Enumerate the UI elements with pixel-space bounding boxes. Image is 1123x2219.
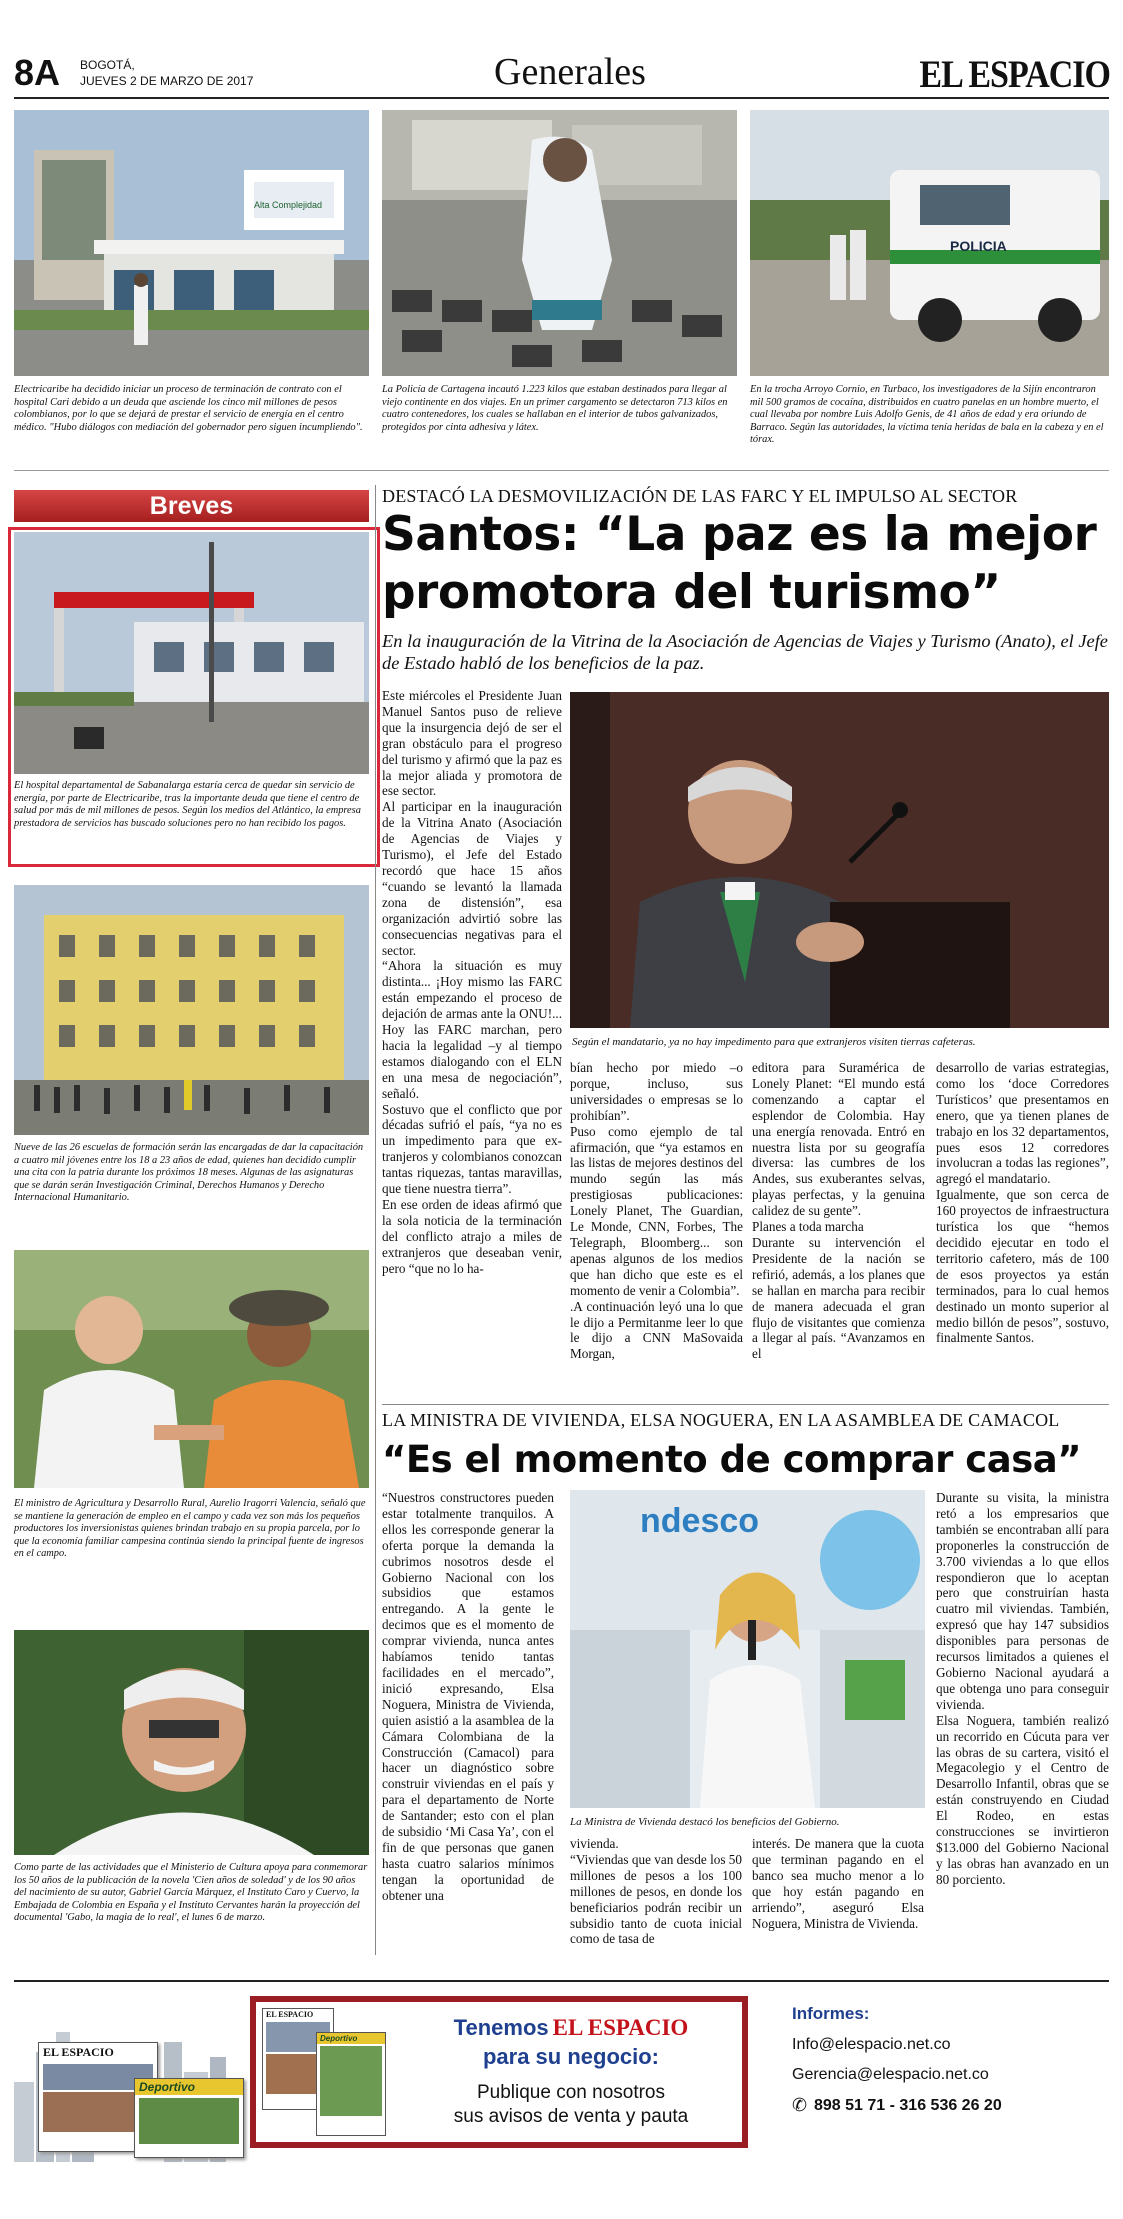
drug-seizure-photo: [382, 110, 737, 376]
top-caption-1: Electricaribe ha decidido iniciar un proceso de terminación de contrato con el hospital Cari debido a un deuda que asciende los cinco mil millones de pesos colombianos, por lo que se dejará de prestar el servicio de energía en el centro médico. "Hubo diálogos con mediación del gobernador pero siguen incumpliendo".: [14, 384, 363, 433]
article1-text-1: Este miércoles el Presidente Juan Manuel Santos puso de relieve que la insurgencia dejó de ser el gran obstáculo para el progreso del turismo y afirmó que la paz es la mejor aliada y promotora de ese sector. Al participar en la inauguración de la Vitrina Anato (Asociación de Agencias de Viajes y Turismo), el Jefe del Estado recordó que hace 15 años “cuando se levantó la llamada zona de distensión”, esa organización advirtió sobre las consecuencias negativas para el sector. “Ahora la situación es muy distinta... ¡Hoy mismo las FARC están empezando el proceso de dejación de armas ante la ONU!... Hoy las FARC marchan, pero hacia la legalidad –y al tiempo estamos dialogando con el ELN en una mesa de negociación”, señaló. Sostuvo que el conflicto que por décadas sufrió el país, “ya no es un impedimento para que ex-tranjeros y colombianos conozcan tantas riquezas, tantas maravillas, que tiene nuestra tierra”. En ese orden de ideas afirmó que la sola noticia de la terminación del conflicto atrajo a miles de extranjeros que deseaban venir, pero “que no lo ha-: [382, 688, 562, 1276]
ad-cover-deportivo: Deportivo: [317, 2033, 385, 2044]
noguera-photo-caption: La Ministra de Vivienda destacó los beneficios del Gobierno.: [570, 1816, 840, 1828]
article1-column-1: [382, 688, 562, 1394]
ad-email-1[interactable]: Info@elespacio.net.co: [792, 2036, 951, 2053]
article1-headline-line2: promotora del turismo”: [382, 565, 1001, 620]
article1-text-2: bían hecho por miedo –o porque, incluso, sus universidades o empresas se lo prohibían”. Puso como ejemplo de tal afirmación, que “ya estamos en las listas de mejores destinos del mundo según las más prestigiosas publicaciones: Lonely Planet, The Guardian, Le Monde, CNN, Forbes, The Telegraph, Bloomberg... son apenas algunos de los medios que han dicho que este es el momento de venir a Colombia”. .A continuación leyó una lo que le dijo a Permitanme leer lo que le dijo a CNN MaSovaida Morgan,: [570, 1060, 743, 1362]
ad-cover-logo: EL ESPACIO: [266, 2010, 314, 2019]
ad-tagline-4: sus avisos de venta y pauta: [453, 2106, 689, 2127]
article1-text-4: desarrollo de varias estrategias, como los ‘doce Corredores Turísticos’ que presentamos en enero, que ya tienen planes de trabajo en los 32 departamentos, pues esos 12 corredores involucran a todas las regiones”, agregó el mandatario. Igualmente, que son cerca de 160 proyectos de infraestructura turística los que “hemos decidido ejecutar en todo el territorio cafetero, más de 100 de esos proyectos ya están terminados, para lo cual hemos destinado un monto superior al medio billón de pesos”, sostuvo, finalmente Santos.: [936, 1060, 1109, 1346]
camacol-banner-text: ndesco: [640, 1502, 760, 1540]
breves-caption-4: Como parte de las actividades que el Ministerio de Cultura apoya para conmemorar los 50 años de la publicación de la novela 'Cien años de soledad' y de los 90 años del nacimiento de su autor, Gabriel García Márquez, el Instituto Caro y Cuervo, la Embajada de Colombia en España y el Instituto Cervantes harán la proyección del documental 'Gabo, la magia de lo real', el lunes 6 de marzo.: [14, 1862, 368, 1924]
article2-column-3: [752, 1836, 924, 1960]
hospital-sign: Alta Complejidad: [254, 200, 323, 210]
training-school-photo: [14, 885, 369, 1135]
breves-title: Breves: [149, 492, 234, 520]
mini-cover-deportivo-1: Deportivo: [135, 2079, 243, 2095]
ad-tagline-2: para su negocio:: [482, 2044, 660, 2069]
ad-tagline-1: [396, 2014, 746, 2045]
article1-headline-line1: Santos: “La paz es la mejor: [382, 507, 1097, 562]
santos-photo: [570, 692, 1109, 1028]
article1-column-4: [936, 1060, 1109, 1394]
article2-column-4: [936, 1490, 1109, 1960]
article2-kicker: LA MINISTRA DE VIVIENDA, ELSA NOGUERA, EN LA ASAMBLEA DE CAMACOL: [382, 1410, 1060, 1430]
ad-tenemos: Tenemos: [453, 2015, 549, 2040]
police-truck-photo: [750, 110, 1109, 376]
ad-brand: EL ESPACIO: [552, 2015, 689, 2040]
sidebar-divider: [375, 485, 376, 1955]
article2-text-1: “Nuestros constructores pueden estar totalmente tranquilos. A ellos les corresponde generar la oferta porque la demanda la cubrimos nosotros desde el Gobierno Nacional con los subsidios que estamos entregando. A la gente le decimos que es el momento de comprar vivienda, nunca antes habíamos tenido tantas facilidades en el mercado”, inició expresando, Elsa Noguera, Ministra de Vivienda, quien asistió a la asamblea de la Cámara Colombiana de la Construcción (Camacol) para hacer un diagnóstico sobre construir viviendas en el país y para el departamento de Norte de Santander; esto con el plan de subsidio ‘Mi Casa Ya’, con el fin de que personas que ganen hasta cuatro salarios mínimos tengan la oportunidad de obtener una: [382, 1490, 554, 1903]
article1-deck: En la inauguración de la Vitrina de la Asociación de Agencias de Viajes y Turismo (Anato), el Jefe de Estado habló de los beneficios de la paz.: [382, 631, 1108, 673]
breves-caption-1: El hospital departamental de Sabanalarga estaría cerca de quedar sin servicio de energía, por parte de Electricaribe, tras la importante deuda que tiene el centro de salud por más de mil millones de pesos. Según los medios del Atlántico, la empresa prestadora de servicios has buscado soluciones pero no han recibido los pagos.: [14, 780, 361, 829]
article1-column-3: [752, 1060, 925, 1394]
article-divider: [382, 1404, 1109, 1405]
section-divider: [14, 470, 1109, 471]
article2-headline: “Es el momento de comprar casa”: [382, 1438, 1082, 1481]
article2-column-2: [570, 1836, 742, 1960]
minister-handshake-photo: [14, 1250, 369, 1488]
breves-caption-2: Nueve de las 26 escuelas de formación serán las encargadas de dar la capacitación a cuatro mil jóvenes entre los 18 a 23 años de edad, quienes han decidido cumplir una cita con la patria durante los próximos 18 meses. Algunas de las asignaturas que se darán serán Investigación Criminal, Derechos Humanos y Derecho Internacional Humanitario.: [14, 1142, 364, 1204]
noguera-photo: [570, 1490, 925, 1808]
ad-banner: [14, 1980, 1109, 2160]
breves-caption-3: El ministro de Agricultura y Desarrollo Rural, Aurelio Iragorri Valencia, señaló que se mantiene la generación de empleo en el campo y cada vez son más los pequeños productores los inversionistas quienes brindan trabajo en su propia parcela, por lo que la economía familiar campesina continúa siendo la principal fuente de ingresos en el campo.: [14, 1498, 366, 1560]
article1-column-2: [570, 1060, 743, 1394]
section-title: Generales: [494, 51, 646, 93]
police-vehicle-label: POLICIA: [950, 238, 1007, 254]
ad-tagline-3: Publique con nosotros: [476, 2082, 665, 2103]
ad-email-2[interactable]: Gerencia@elespacio.net.co: [792, 2066, 989, 2083]
top-caption-3: En la trocha Arroyo Cornio, en Turbaco, los investigadores de la Sijín encontraron mil 500 gramos de cocaína, distribuidos en cuatro panelas en un hombre muerto, el cual llevaba por nombre Luis Adolfo Genis, de 41 años de edad y era oriundo de Barraco. Según las autoridades, la víctima tenía heridas de bala en la cabeza y en el tórax.: [750, 384, 1104, 446]
ad-center-box: [250, 1996, 748, 2148]
ad-phones: 898 51 71 - 316 536 26 20: [814, 2097, 1002, 2114]
ad-cover-b: [316, 2032, 386, 2136]
article2-text-4: Durante su visita, la ministra retó a los empresarios que también se encontraban allí para proponerles la construcción de 3.700 viviendas a lo que ellos respondieron que lo aceptan pero que construirían hasta cuatro mil viviendas. También, expresó que hay 147 subsidios disponibles para personas de recursos limitados a quienes el Gobierno Nacional ayudará a que obtenga uno para conseguir vivienda. Elsa Noguera, también realizó un recorrido en Cúcuta para ver las obras de su cartera, visitó el Megacolegio y el Centro de Desarrollo Infantil, obras que se están construyendo en Ciudad El Rodeo, en estas construcciones se invirtieron $13.000 del Gobierno Nacional y las obras han avanzado en un 80 porciento.: [936, 1490, 1109, 1887]
mini-cover-2: [134, 2078, 244, 2158]
dateline-city: BOGOTÁ,: [80, 58, 135, 72]
page-number: 8A: [14, 52, 61, 93]
article1-text-3: editora para Suramérica de Lonely Planet: “El mundo está comenzando a captar el esplendor de Colombia. Hay una energía renovada. Entró en nuestra lista por su geografía diversa: las cumbres de los Andes, sus exuberantes selvas, playas perfectas, y la genuina calidez de su gente”. Planes a toda marcha Durante su intervención el Presidente de la nación se refirió, además, a los planes que se hallan en marcha para recibir de manera adecuada el gran flujo de visitantes que comienza a llegar al país. “Avanzamos en el: [752, 1060, 925, 1362]
gabo-photo: [14, 1630, 369, 1855]
sabanalarga-hospital-photo: [14, 532, 369, 774]
phone-icon: ✆: [792, 2095, 808, 2116]
hospital-photo: [14, 110, 369, 376]
masthead-rule: [14, 97, 1109, 99]
top-caption-2: La Policía de Cartagena incautó 1.223 kilos que estaban destinados para llegar al viejo continente en dos viajes. En un primer cargamento se detectaron 713 kilos en cuatro contenedores, los cuales se hallaban en el interior de tubos galvanizados, protegidos por cinta adhesiva y látex.: [382, 384, 728, 433]
dateline-date: JUEVES 2 DE MARZO DE 2017: [80, 74, 254, 88]
santos-photo-caption: Según el mandatario, ya no hay impedimento para que extranjeros visiten tierras cafeteras.: [572, 1036, 976, 1048]
article2-text-3: interés. De manera que la cuota que terminan pagando en el banco sea mucho menor a lo que hoy están pagando en arriendo”, aseguró Elsa Noguera, Ministra de Vivienda.: [752, 1836, 924, 1931]
ad-informes-label: Informes:: [792, 2004, 870, 2023]
article2-column-1: [382, 1490, 554, 1960]
newspaper-logo: EL ESPACIO: [919, 53, 1110, 96]
breves-header: [14, 490, 369, 522]
article1-kicker: DESTACÓ LA DESMOVILIZACIÓN DE LAS FARC Y EL IMPULSO AL SECTOR: [382, 486, 1018, 506]
mini-cover-logo-1: EL ESPACIO: [43, 2045, 114, 2059]
article2-text-2: vivienda. “Viviendas que van desde los 50 millones de pesos a los 100 millones de pesos, en donde los beneficiarios podrán recibir un subsidio tanto de cuota inicial como de tasa de: [570, 1836, 742, 1947]
